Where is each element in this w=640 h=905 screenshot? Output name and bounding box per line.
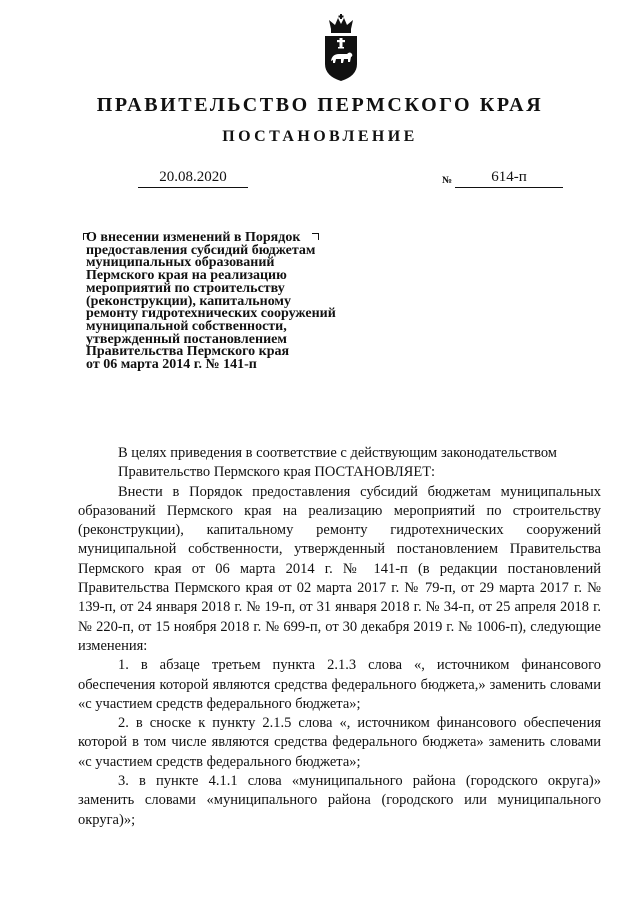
amendment-item-1: 1. в абзаце третьем пункта 2.1.3 слова «, источником финансового обеспечения которой являются средства федерального бюджета,» заменить словами «с участием средств федерального бюджета»; (78, 657, 601, 712)
government-title: ПРАВИТЕЛЬСТВО ПЕРМСКОГО КРАЯ (96, 94, 544, 116)
document-type: ПОСТАНОВЛЕНИЕ (222, 128, 418, 145)
subject-line: мероприятий по строительству (86, 280, 285, 296)
number-sign: № (442, 175, 453, 186)
document-number: 614-п (455, 168, 563, 188)
document-subject (86, 232, 406, 372)
resolution-statement: Правительство Пермского края ПОСТАНОВЛЯЕТ: (118, 464, 436, 481)
subject-line: от 06 марта 2014 г. № 141-п (86, 357, 257, 373)
subject-line: утвержденный постановлением (86, 331, 287, 347)
intro-paragraph: В целях приведения в соответствие с действующим законодательством (118, 445, 557, 461)
amendment-item-3: 3. в пункте 4.1.1 слова «муниципального района (городского округа)» заменить словами «муниципального района (городского или муниципального округа)»; (78, 773, 601, 828)
main-paragraph: Внести в Порядок предоставления субсидий бюджетам муниципальных образований Пермского края на реализацию мероприятий по строительству (реконструкции), капитальному ремонту гидротехнических сооружений муниципальной собственности, утвержденный постановлением Правительства Пермского края от 06 марта 2014 г. № 141-п (в редакции постановлений Правительства Пермского края от 02 марта 2017 г. № 79-п, от 29 марта 2017 г. № 139-п, от 24 января 2018 г. № 19-п, от 31 января 2018 г. № 34-п, от 25 апреля 2018 г. № 220-п, от 15 ноября 2018 г. № 699-п, от 30 декабря 2019 г. № 1006-п), следующие изменения: (78, 483, 601, 654)
document-body (78, 444, 601, 830)
subject-line: муниципальной собственности, (86, 318, 287, 334)
subject-line: Пермского края на реализацию (86, 268, 287, 284)
amendment-item-2: 2. в сноске к пункту 2.1.5 слова «, источником финансового обеспечения которой в том числе являются средства федерального бюджета» заменить словами «с участием средств федерального бюджета»; (78, 715, 601, 770)
document-date: 20.08.2020 (138, 168, 248, 188)
subject-line: муниципальных образований (86, 255, 275, 271)
subject-line: предоставления субсидий бюджетам (86, 242, 316, 258)
subject-line: ремонту гидротехнических сооружений (86, 306, 336, 322)
subject-line: О внесении изменений в Порядок (86, 230, 301, 245)
subject-line: (реконструкции), капитальному (86, 293, 291, 309)
perm-krai-coat-of-arms-icon (322, 14, 360, 82)
subject-line: Правительства Пермского края (86, 344, 290, 360)
